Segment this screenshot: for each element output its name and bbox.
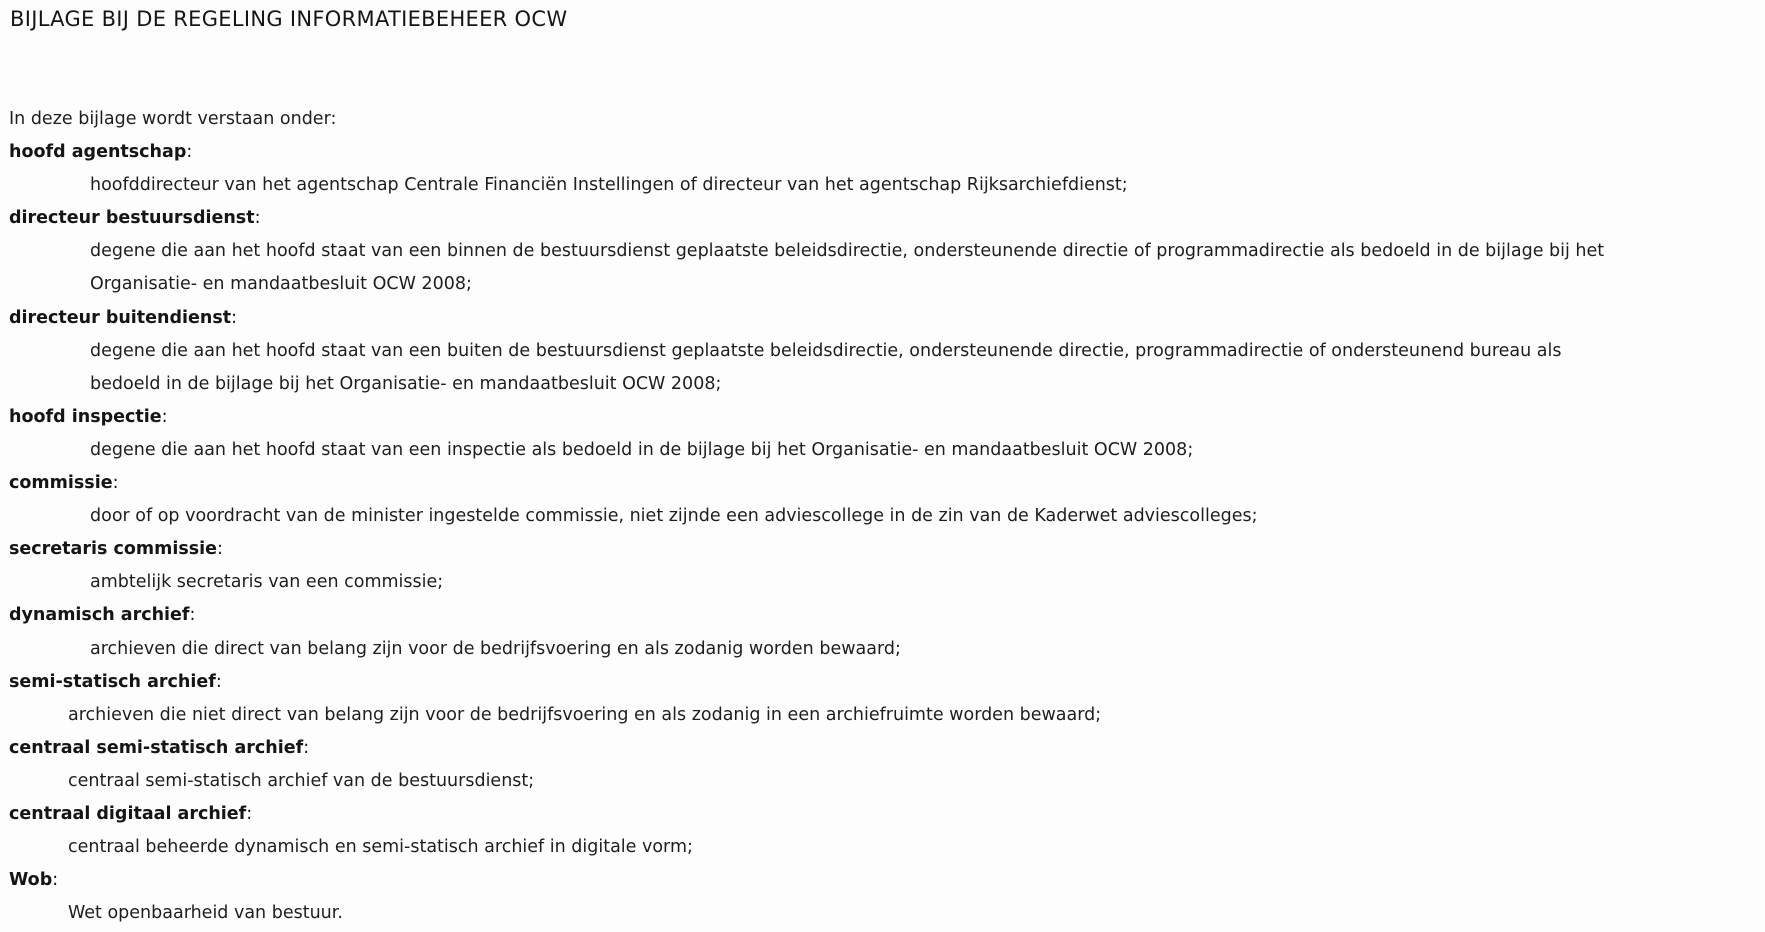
definition-item (9, 302, 1604, 401)
definition-text: degene die aan het hoofd staat van een inspectie als bedoeld in de bijlage bij het Organisatie- en mandaatbesluit OCW 2008; (90, 439, 1194, 460)
term-label: commissie (9, 473, 113, 494)
definition-term: hoofd agentschap: (9, 142, 193, 163)
definition-text: Organisatie- en mandaatbesluit OCW 2008; (90, 274, 472, 295)
definition-text: archieven die direct van belang zijn voor de bedrijfsvoering en als zodanig worden bewaard; (90, 638, 901, 659)
definition-term: centraal digitaal archief: (9, 803, 253, 824)
definition-term: dynamisch archief: (9, 605, 196, 626)
intro-text: In deze bijlage wordt verstaan onder: (9, 109, 337, 129)
definition-term: hoofd inspectie: (9, 406, 168, 427)
definition-item (9, 136, 1604, 202)
definition-text: archieven die niet direct van belang zijn voor de bedrijfsvoering en als zodanig in een archiefruimte worden bewaard; (68, 704, 1102, 725)
definition-item (9, 202, 1604, 301)
definitions-body (9, 103, 1604, 930)
term-label: secretaris commissie (9, 539, 218, 560)
definition-text: hoofddirecteur van het agentschap Centrale Financiën Instellingen of directeur van het agentschap Rijksarchiefdienst; (90, 175, 1128, 196)
definition-text: bedoeld in de bijlage bij het Organisatie- en mandaatbesluit OCW 2008; (90, 373, 722, 394)
definition-item (9, 666, 1604, 732)
definition-term: directeur bestuursdienst: (9, 208, 261, 229)
term-label: centraal digitaal archief (9, 803, 247, 824)
term-label: Wob (9, 870, 53, 891)
term-label: dynamisch archief (9, 605, 190, 626)
definition-text: degene die aan het hoofd staat van een buiten de bestuursdienst geplaatste beleidsdirectie, ondersteunende directie, programmadirectie of ondersteunend bureau als (90, 340, 1562, 361)
document-title: BIJLAGE BIJ DE REGELING INFORMATIEBEHEER OCW (10, 7, 568, 31)
definition-text: ambtelijk secretaris van een commissie; (90, 572, 444, 593)
term-label: directeur bestuursdienst (9, 208, 255, 229)
definition-text: centraal beheerde dynamisch en semi-statisch archief in digitale vorm; (68, 837, 693, 858)
definition-term: Wob: (9, 870, 59, 891)
definition-term: semi-statisch archief: (9, 671, 222, 692)
term-label: directeur buitendienst (9, 307, 232, 328)
definition-term: commissie: (9, 473, 119, 494)
definition-list (9, 136, 1604, 930)
definition-term: centraal semi-statisch archief: (9, 737, 310, 758)
definition-item (9, 401, 1604, 467)
definition-text: door of op voordracht van de minister ingestelde commissie, niet zijnde een adviescollege in de zin van de Kaderwet adviescolleges; (90, 506, 1258, 527)
definition-term: secretaris commissie: (9, 539, 223, 560)
definition-item (9, 599, 1604, 665)
definition-item (9, 864, 1604, 930)
definition-term: directeur buitendienst: (9, 307, 238, 328)
definition-text: Wet openbaarheid van bestuur. (68, 903, 343, 924)
definition-text: degene die aan het hoofd staat van een binnen de bestuursdienst geplaatste beleidsdirectie, ondersteunende directie of programmadirectie als bedoeld in de bijlage bij het (90, 241, 1605, 262)
term-label: hoofd inspectie (9, 406, 162, 427)
definition-item (9, 798, 1604, 864)
definition-item (9, 732, 1604, 798)
definition-item (9, 467, 1604, 533)
term-label: centraal semi-statisch archief (9, 737, 304, 758)
term-label: semi-statisch archief (9, 671, 216, 692)
definition-item (9, 533, 1604, 599)
definition-text: centraal semi-statisch archief van de bestuursdienst; (68, 770, 535, 791)
term-label: hoofd agentschap (9, 142, 187, 163)
